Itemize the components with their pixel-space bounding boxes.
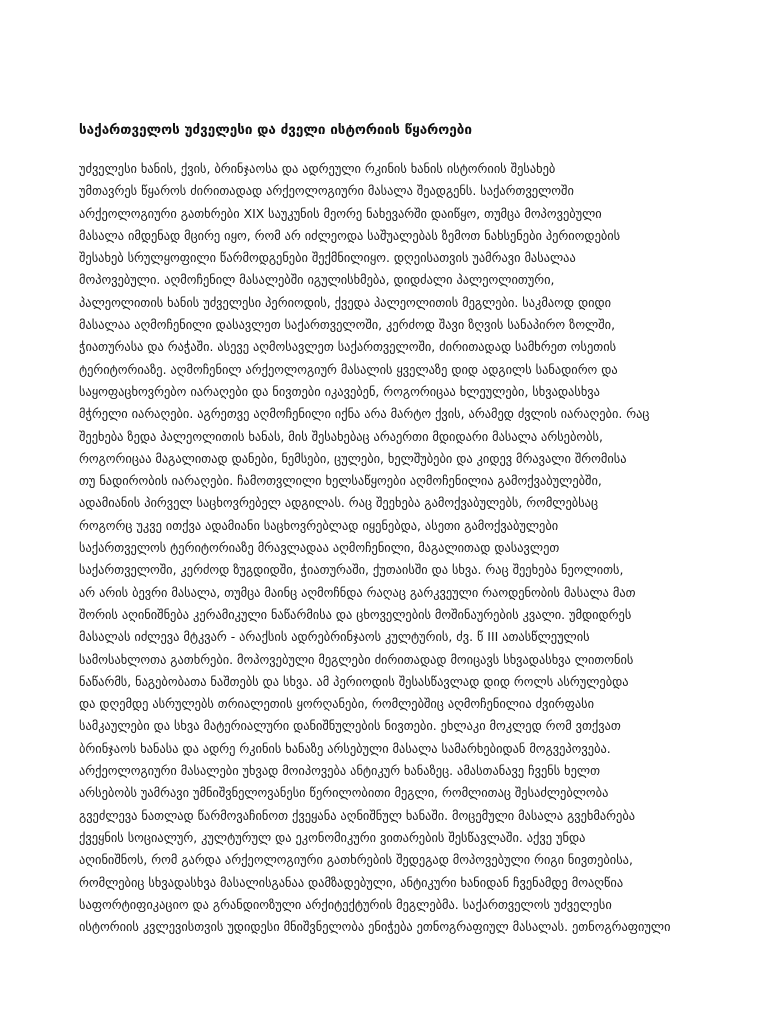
body-text-line: თუ ნადირობის იარაღები. ჩამოთვლილი ხელსაწყოები აღმოჩენილია გამოქვაბულებში, bbox=[79, 473, 602, 489]
body-text-line: ბრინჯაოს ხანასა და ადრე რკინის ხანაზე არსებული მასალა სამარხებიდან მოგვეპოვება. bbox=[79, 740, 611, 756]
body-text-line: მასალას იძლევა მტკვარ - არაქსის ადრებრინჯაოს კულტურის, ძვ. წ III ათასწლეულის bbox=[79, 629, 590, 645]
body-text-line: უმთავრეს წყაროს ძირითადად არქეოლოგიური მასალა შეადგენს. საქართველოში bbox=[79, 183, 574, 199]
document-title: საქართველოს უძველესი და ძველი ისტორიის წყაროები bbox=[79, 122, 472, 138]
body-text-line: შესახებ სრულყოფილი წარმოდგენები შექმნილიყო. დღეისათვის უამრავი მასალაა bbox=[79, 250, 576, 266]
body-text-line: სამოსახლოთა გათხრები. მოპოვებული მეგლები ძირითადად მოიცავს სხვადასხვა ლითონის bbox=[79, 651, 634, 667]
body-text-line: ჭიათურასა და რაჭაში. ასევე აღმოსავლეთ საქართველოში, ძირითადად სამხრეთ ოსეთის bbox=[79, 339, 617, 355]
body-text-line: უძველესი ხანის, ქვის, ბრინჯაოსა და ადრეული რკინის ხანის ისტორიის შესახებ bbox=[79, 161, 556, 176]
body-text-line: ისტორიის კვლევისთვის უდიდესი მნიშვნელობა ენიჭება ეთნოგრაფიულ მასალას. ეთნოგრაფიული bbox=[79, 919, 671, 935]
body-text-line: აღინიშნოს, რომ გარდა არქეოლოგიური გათხრების შედეგად მოპოვებული რიგი ნივთებისა, bbox=[79, 852, 633, 868]
body-text-line: რომლებიც სხვადასხვა მასალისგანაა დამზადებული, ანტიკური ხანიდან ჩვენამდე მოაღწია bbox=[79, 874, 624, 890]
body-text-line: საყოფაცხოვრებო იარაღები და ნივთები იკავებენ, როგორიცაა ხლეულები, სხვადასხვა bbox=[79, 383, 600, 399]
document-body bbox=[79, 158, 691, 938]
body-text-line: და დღემდე ასრულებს თრიალეთის ყორღანები, რომლებშიც აღმოჩენილია ძვირფასი bbox=[79, 696, 595, 712]
body-text-line: როგორც უკვე ითქვა ადამიანი საცხოვრებლად იყენებდა, ასეთი გამოქვაბულები bbox=[79, 517, 559, 533]
body-text-line: შორის აღინიშნება კერამიკული ნაწარმისა და ცხოველების მოშინაურების კვალი. უმდიდრეს bbox=[79, 606, 632, 622]
body-text-line: არ არის ბევრი მასალა, თუმცა მაინც აღმოჩნდა რაღაც გარკვეული რაოდენობის მასალა მათ bbox=[79, 584, 636, 600]
body-text-line: მოპოვებული. აღმოჩენილ მასალებში იგულისხმება, დიდძალი პალეოლითური, bbox=[79, 272, 555, 288]
body-text-line: არქეოლოგიური გათხრები XIX საუკუნის მეორე ნახევარში დაიწყო, თუმცა მოპოვებული bbox=[79, 205, 602, 221]
body-text-line: სამკაულები და სხვა მატერიალური დანიშნულების ნივთები. ეხლაკი მოკლედ რომ ვთქვათ bbox=[79, 718, 621, 734]
body-text-line: მასალა იმდენად მცირე იყო, რომ არ იძლეოდა საშუალებას ზემოთ ნახსენები პერიოდების bbox=[79, 227, 621, 243]
body-text-line: მჭრელი იარაღები. აგრეთვე აღმოჩენილი იქნა არა მარტო ქვის, არამედ ძვლის იარაღები. რაც bbox=[79, 406, 650, 422]
body-text-line: შეეხება ზედა პალეოლითის ხანას, მის შესახებაც არაერთი მდიდარი მასალა არსებობს, bbox=[79, 428, 603, 444]
body-text-line: არქეოლოგიური მასალები უხვად მოიპოვება ანტიკურ ხანაზეც. ამასთანავე ჩვენს ხელთ bbox=[79, 763, 600, 779]
body-text-line: ქვეყნის სოციალურ, კულტურულ და ეკონომიკური ვითარების შესწავლაში. აქვე უნდა bbox=[79, 829, 586, 845]
body-text-line: ნაწარმს, ნაგებობათა ნაშთებს და სხვა. ამ პერიოდის შესასწავლად დიდ როლს ასრულებდა bbox=[79, 673, 629, 689]
body-text-line: გვეძლევა ნათლად წარმოვაჩინოთ ქვეყანა აღნიშნულ ხანაში. მოცემული მასალა გვეხმარება bbox=[79, 807, 636, 823]
body-text-line: პალეოლითის ხანის უძველესი პერიოდის, ქვედა პალეოლითის მეგლები. საკმაოდ დიდი bbox=[79, 294, 612, 310]
body-text-line: როგორიცაა მაგალითად დანები, ნემსები, ცულები, ხელშუბები და კიდევ მრავალი შრომისა bbox=[79, 450, 627, 466]
body-text-line: არსებობს უამრავი უმნიშვნელოვანესი წერილობითი მეგლი, რომლითაც შესაძლებლობა bbox=[79, 785, 609, 801]
body-text-line: საქართველოს ტერიტორიაზე მრავლადაა აღმოჩენილი, მაგალითად დასავლეთ bbox=[79, 540, 560, 556]
body-text-line: ადამიანის პირველ საცხოვრებელ ადგილას. რაც შეეხება გამოქვაბულებს, რომლებსაც bbox=[79, 495, 599, 511]
body-text-line: საფორტიფიკაციო და გრანდიოზული არქიტექტურის მეგლებმა. საქართველოს უძველესი bbox=[79, 896, 612, 912]
body-text-line: საქართველოში, კერძოდ ზუგდიდში, ჭიათურაში, ქუთაისში და სხვა. რაც შეეხება ნეოლითს, bbox=[79, 562, 624, 578]
body-text-line: მასალაა აღმოჩენილი დასავლეთ საქართველოში, კერძოდ შავი ზღვის სანაპირო ზოლში, bbox=[79, 317, 616, 333]
body-text-line: ტერიტორიაზე. აღმოჩენილ არქეოლოგიურ მასალის ყველაზე დიდ ადგილს სანადირო და bbox=[79, 361, 618, 377]
